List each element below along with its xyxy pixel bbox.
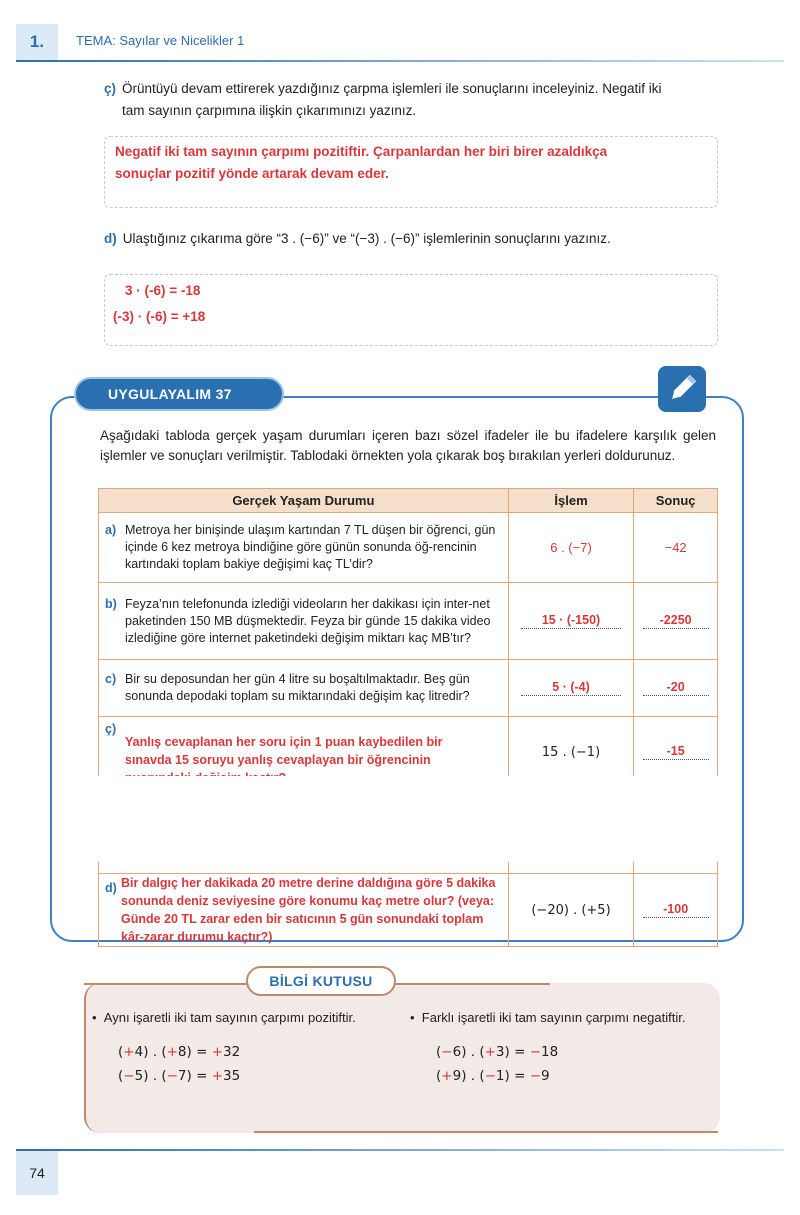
question-d <box>104 228 720 250</box>
question-text: Ulaştığınız çıkarıma göre “3 . (−6)” ve “(−3) . (−6)” işlemlerinin sonuçlarını yazınız. <box>122 231 611 246</box>
rule-text: Aynı işaretli iki tam sayının çarpımı pozitiftir. <box>103 1010 356 1025</box>
row-label: ç) <box>105 722 117 736</box>
page-number: 74 <box>16 1151 58 1195</box>
rule-different-sign: • Farklı işaretli iki tam sayının çarpımı negatiftir. <box>410 1010 686 1025</box>
answer-text: Negatif iki tam sayının çarpımı pozitiftir. Çarpanlardan her biri birer azaldıkça <box>115 144 608 159</box>
row-label: a) <box>105 523 117 537</box>
column-header: Gerçek Yaşam Durumu <box>99 489 509 513</box>
result-answer-field[interactable]: -20 <box>643 680 709 696</box>
answer-box-c-cedilla[interactable] <box>104 136 718 208</box>
situation-text: Metroya her binişinde ulaşım kartından 7 TL düşen bir öğrenci, gün içinde 6 kez metroya bindiğine göre günün sonunda öğ-rencinin kartındaki toplam bakiye değişimi kaç TL’dir? <box>125 523 496 571</box>
header-divider <box>16 60 784 62</box>
situation-answer-field[interactable]: Bir dalgıç her dakikada 20 metre derine daldığına göre 5 dakika sonunda deniz seviyesine göre konumu kaç metre olur? (veya: Günde 20 TL zarar eden bir satıcının 5 gün sonundaki toplam kâr-zarar durumu kaçtır?) <box>121 876 496 944</box>
operation-answer-field[interactable]: 15 · (-150) <box>521 613 621 629</box>
example-equation: (+4) . (+8) = +32 <box>118 1044 241 1060</box>
answer-text: (-3) · (-6) = +18 <box>113 309 206 324</box>
result-answer-field[interactable]: -15 <box>643 744 709 760</box>
result-answer-field[interactable]: -100 <box>643 902 709 918</box>
example-equation: (+9) . (−1) = −9 <box>436 1068 550 1084</box>
row-label: c) <box>105 672 117 686</box>
operation-value: 15 . (−1) <box>541 744 601 760</box>
result-value: −42 <box>664 540 687 555</box>
rule-text: Farklı işaretli iki tam sayının çarpımı negatiftir. <box>421 1010 686 1025</box>
rule-same-sign: • Aynı işaretli iki tam sayının çarpımı pozitiftir. <box>92 1010 356 1025</box>
application-intro: Aşağıdaki tabloda gerçek yaşam durumları içeren bazı sözel ifadeler ile bu ifadelere karşılık gelen işlemler ve sonuçları verilmiştir. Tablodaki örnekten yola çıkarak boş bırakılan yerleri doldurunuz. <box>100 428 716 463</box>
row-label: b) <box>105 596 117 611</box>
situation-answer-field[interactable]: Yanlış cevaplanan her soru için 1 puan kaybedilen bir sınavda 15 soruyu yanlış cevaplayan bir öğrencinin <box>125 735 443 767</box>
info-box-title: BİLGİ KUTUSU <box>246 966 396 996</box>
example-equation: (−5) . (−7) = +35 <box>118 1068 241 1084</box>
question-label: ç) <box>104 81 117 96</box>
question-text: Örüntüyü devam ettirerek yazdığınız çarpma işlemleri ile sonuçlarını inceleyiniz. Negatif iki <box>122 81 662 96</box>
examples-same-sign <box>118 1040 240 1088</box>
operation-value: 6 . (−7) <box>550 540 592 555</box>
table-row <box>99 660 718 717</box>
table-row <box>99 513 718 583</box>
real-life-table <box>98 488 718 947</box>
column-header: Sonuç <box>634 489 718 513</box>
table-row <box>99 583 718 660</box>
question-text: tam sayının çarpımına ilişkin çıkarımınızı yazınız. <box>122 103 417 118</box>
examples-different-sign <box>436 1040 558 1088</box>
answer-text: sonuçlar pozitif yönde artarak devam eder. <box>115 166 389 181</box>
situation-text: Feyza’nın telefonunda izlediği videoların her dakikası için inter-net paketinden 150 MB düşmektedir. Feyza bir günde 15 dakika video izlediğine göre internet paketindeki değişim miktarı kaç MB’tır? <box>125 596 491 645</box>
operation-answer-field[interactable]: 5 · (-4) <box>521 680 621 696</box>
operation-value: (−20) . (+5) <box>531 902 611 918</box>
pencil-icon <box>658 366 706 412</box>
application-tab: UYGULAYALIM 37 <box>74 377 284 411</box>
question-c-cedilla <box>104 78 720 122</box>
row-label: d) <box>105 881 117 895</box>
question-label: d) <box>104 231 117 246</box>
footer-divider <box>16 1149 784 1151</box>
table-row <box>99 874 718 947</box>
unit-number: 1. <box>16 24 58 60</box>
theme-title: TEMA: Sayılar ve Nicelikler 1 <box>76 33 245 48</box>
result-answer-field[interactable]: -2250 <box>643 613 709 629</box>
page-gap <box>52 776 742 862</box>
column-header: İşlem <box>508 489 634 513</box>
situation-text: Bir su deposundan her gün 4 litre su boşaltılmaktadır. Beş gün sonunda depodaki toplam su miktarındaki değişim kaç litredir? <box>125 672 470 703</box>
answer-text: 3 · (-6) = -18 <box>125 283 201 298</box>
info-box-border <box>254 1131 718 1133</box>
example-equation: (−6) . (+3) = −18 <box>436 1044 559 1060</box>
answer-box-d[interactable] <box>104 274 718 346</box>
